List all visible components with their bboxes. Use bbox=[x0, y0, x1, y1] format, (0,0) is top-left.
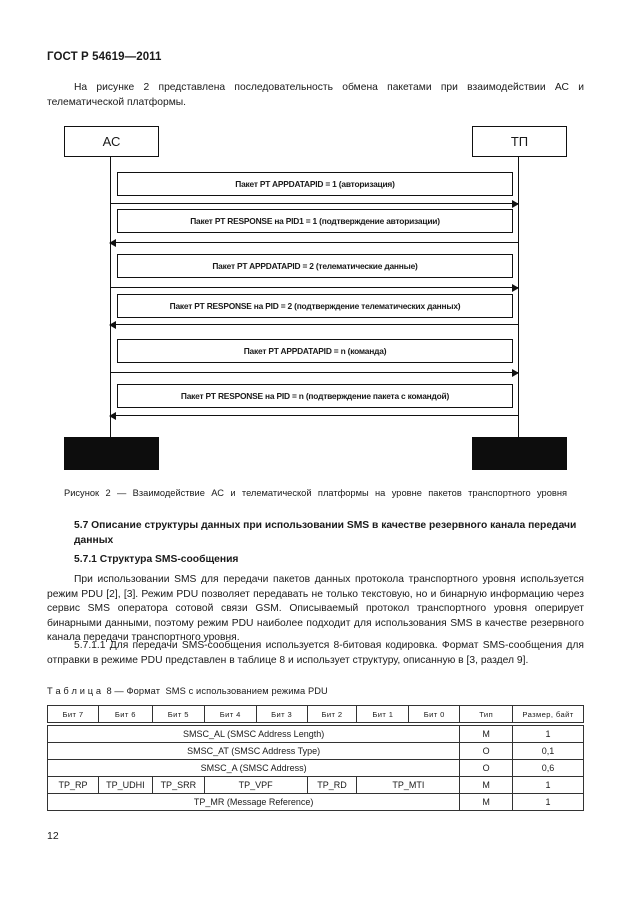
message-arrow-3 bbox=[110, 287, 518, 288]
header-cell: Бит 5 bbox=[152, 706, 204, 723]
table-row bbox=[48, 760, 584, 777]
field-cell: SMSC_AT (SMSC Address Type) bbox=[48, 743, 460, 760]
size-cell: 0,1 bbox=[513, 743, 584, 760]
size-cell: 1 bbox=[513, 726, 584, 743]
document-header: ГОСТ Р 54619—2011 bbox=[47, 51, 162, 63]
figure-caption: Рисунок 2 — Взаимодействие АС и телематической платформы на уровне пакетов транспортного уровня bbox=[64, 488, 567, 498]
body-paragraph-2: 5.7.1.1 Для передачи SMS-сообщения используется 8-битовая кодировка. Формат SMS-сообщения для отправки в режиме PDU представлен в таблице 8 и использует структуру, описанную в [3, раздел 9]. bbox=[47, 640, 584, 666]
table-caption: Т а б л и ц а 8 — Формат SMS с использованием режима PDU bbox=[47, 686, 328, 696]
type-cell: O bbox=[460, 743, 513, 760]
header-cell: Бит 2 bbox=[307, 706, 357, 723]
page-number: 12 bbox=[47, 830, 59, 842]
type-cell: M bbox=[460, 777, 513, 794]
size-cell: 0,6 bbox=[513, 760, 584, 777]
table-row bbox=[48, 794, 584, 811]
actor-as: АС bbox=[64, 126, 159, 157]
header-cell: Бит 7 bbox=[48, 706, 99, 723]
header-cell: Бит 1 bbox=[357, 706, 409, 723]
lifeline-end-as bbox=[64, 437, 159, 470]
bit-field-cell: TP_VPF bbox=[204, 777, 307, 794]
bit-field-cell: TP_RP bbox=[48, 777, 99, 794]
field-cell: SMSC_AL (SMSC Address Length) bbox=[48, 726, 460, 743]
message-box-6: Пакет PT RESPONSE на PID = n (подтверждение пакета с командой) bbox=[117, 384, 513, 408]
intro-paragraph: На рисунке 2 представлена последовательность обмена пакетами при взаимодействии АС и телематической платформы. bbox=[47, 82, 584, 108]
message-box-1: Пакет PT APPDATAPID = 1 (авторизация) bbox=[117, 172, 513, 196]
bit-field-cell: TP_SRR bbox=[152, 777, 204, 794]
bit-field-cell: TP_RD bbox=[307, 777, 357, 794]
table-row bbox=[48, 777, 584, 794]
message-box-3: Пакет PT APPDATAPID = 2 (телематические данные) bbox=[117, 254, 513, 278]
message-box-4: Пакет PT RESPONSE на PID = 2 (подтверждение телематических данных) bbox=[117, 294, 513, 318]
message-arrow-1 bbox=[110, 203, 518, 204]
type-cell: O bbox=[460, 760, 513, 777]
actor-tp: ТП bbox=[472, 126, 567, 157]
field-cell: SMSC_A (SMSC Address) bbox=[48, 760, 460, 777]
message-arrow-2 bbox=[110, 242, 518, 243]
message-box-5: Пакет PT APPDATAPID = n (команда) bbox=[117, 339, 513, 363]
message-box-2: Пакет PT RESPONSE на PID1 = 1 (подтверждение авторизации) bbox=[117, 209, 513, 233]
bit-field-cell: TP_MTI bbox=[357, 777, 460, 794]
bit-field-cell: TP_UDHI bbox=[98, 777, 152, 794]
header-cell: Бит 6 bbox=[98, 706, 152, 723]
field-cell: TP_MR (Message Reference) bbox=[48, 794, 460, 811]
size-cell: 1 bbox=[513, 794, 584, 811]
section-heading-5-7: 5.7 Описание структуры данных при использовании SMS в качестве резервного канала передачи данных bbox=[74, 520, 577, 546]
message-arrow-6 bbox=[110, 415, 518, 416]
header-cell: Бит 4 bbox=[204, 706, 256, 723]
sms-format-table bbox=[47, 705, 584, 811]
header-cell: Размер, байт bbox=[513, 706, 584, 723]
section-heading-5-7-1: 5.7.1 Структура SMS-сообщения bbox=[74, 554, 239, 565]
message-arrow-5 bbox=[110, 372, 518, 373]
table-row bbox=[48, 743, 584, 760]
table-row bbox=[48, 726, 584, 743]
type-cell: M bbox=[460, 726, 513, 743]
table-header-row bbox=[48, 706, 584, 723]
lifeline-end-tp bbox=[472, 437, 567, 470]
header-cell: Бит 0 bbox=[409, 706, 460, 723]
size-cell: 1 bbox=[513, 777, 584, 794]
type-cell: M bbox=[460, 794, 513, 811]
header-cell: Бит 3 bbox=[256, 706, 307, 723]
message-arrow-4 bbox=[110, 324, 518, 325]
lifeline-as bbox=[110, 157, 111, 437]
body-paragraph-1: При использовании SMS для передачи пакетов данных протокола транспортного уровня используется режим PDU [2], [3]. Режим PDU позволяет передавать не только текстовую, но и бинарную информацию через сервис SMS оператора сотовой связи GSM. Описываемый протокол транспортного уровня оперирует бинарными данными, поэтому режим PDU наиболее подходит для использования SMS в качестве резервного канала передачи транспортного уровня. bbox=[47, 574, 584, 644]
header-cell: Тип bbox=[460, 706, 513, 723]
